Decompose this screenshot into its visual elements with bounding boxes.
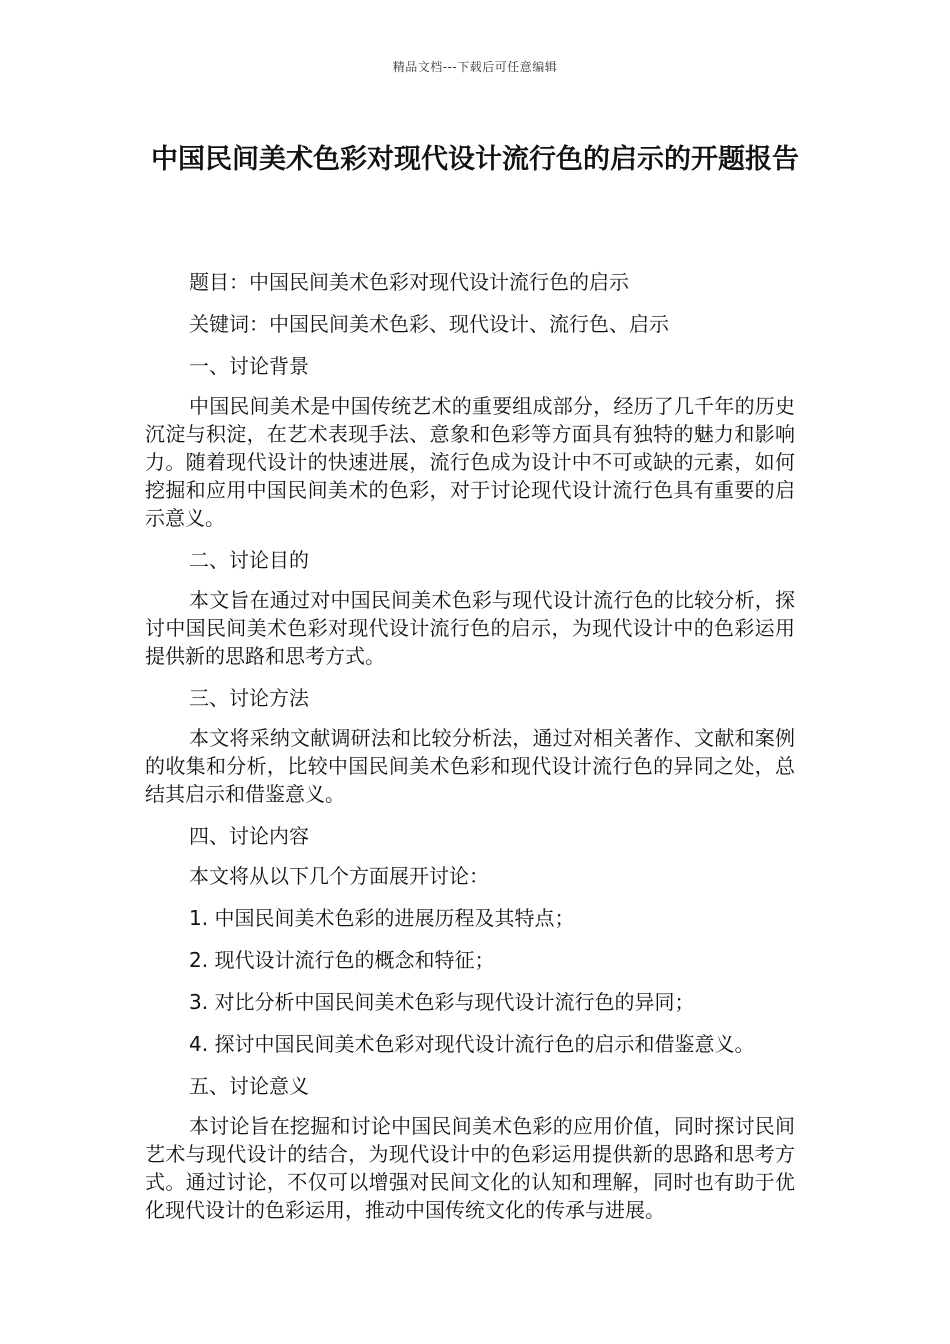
- section-heading-background: 一、讨论背景: [189, 354, 309, 378]
- section-heading-method: 三、讨论方法: [189, 686, 309, 710]
- content-list-item: 3. 对比分析中国民间美术色彩与现代设计流行色的异同；: [189, 990, 695, 1014]
- document-title: 中国民间美术色彩对现代设计流行色的启示的开题报告: [151, 144, 799, 175]
- document-body: [145, 268, 795, 1224]
- section-heading-significance: 五、讨论意义: [189, 1074, 309, 1098]
- section-body-method: 本文将采纳文献调研法和比较分析法，通过对相关著作、文献和案例的收集和分析，比较中国民间美术色彩和现代设计流行色的异同之处，总结其启示和借鉴意义。: [145, 726, 795, 806]
- content-list-item: 4. 探讨中国民间美术色彩对现代设计流行色的启示和借鉴意义。: [189, 1032, 755, 1056]
- content-list-item: 1. 中国民间美术色彩的进展历程及其特点；: [189, 906, 575, 930]
- section-body-background: 中国民间美术是中国传统艺术的重要组成部分，经历了几千年的历史沉淀与积淀，在艺术表现手法、意象和色彩等方面具有独特的魅力和影响力。随着现代设计的快速进展，流行色成为设计中不可或缺的元素，如何挖掘和应用中国民间美术的色彩，对于讨论现代设计流行色具有重要的启示意义。: [145, 394, 795, 530]
- keywords-line: 关键词：中国民间美术色彩、现代设计、流行色、启示: [189, 312, 669, 336]
- section-content-intro: 本文将从以下几个方面展开讨论：: [189, 864, 489, 888]
- topic-line: 题目：中国民间美术色彩对现代设计流行色的启示: [189, 270, 629, 294]
- header-note: 精品文档---下载后可任意编辑: [392, 60, 558, 74]
- section-body-purpose: 本文旨在通过对中国民间美术色彩与现代设计流行色的比较分析，探讨中国民间美术色彩对现代设计流行色的启示，为现代设计中的色彩运用提供新的思路和思考方式。: [145, 588, 795, 668]
- section-heading-content: 四、讨论内容: [189, 824, 309, 848]
- content-list-item: 2. 现代设计流行色的概念和特征；: [189, 948, 495, 972]
- section-heading-purpose: 二、讨论目的: [189, 548, 309, 572]
- section-body-significance: 本讨论旨在挖掘和讨论中国民间美术色彩的应用价值，同时探讨民间艺术与现代设计的结合，为现代设计中的色彩运用提供新的思路和思考方式。通过讨论，不仅可以增强对民间文化的认知和理解，同时也有助于优化现代设计的色彩运用，推动中国传统文化的传承与进展。: [145, 1114, 795, 1222]
